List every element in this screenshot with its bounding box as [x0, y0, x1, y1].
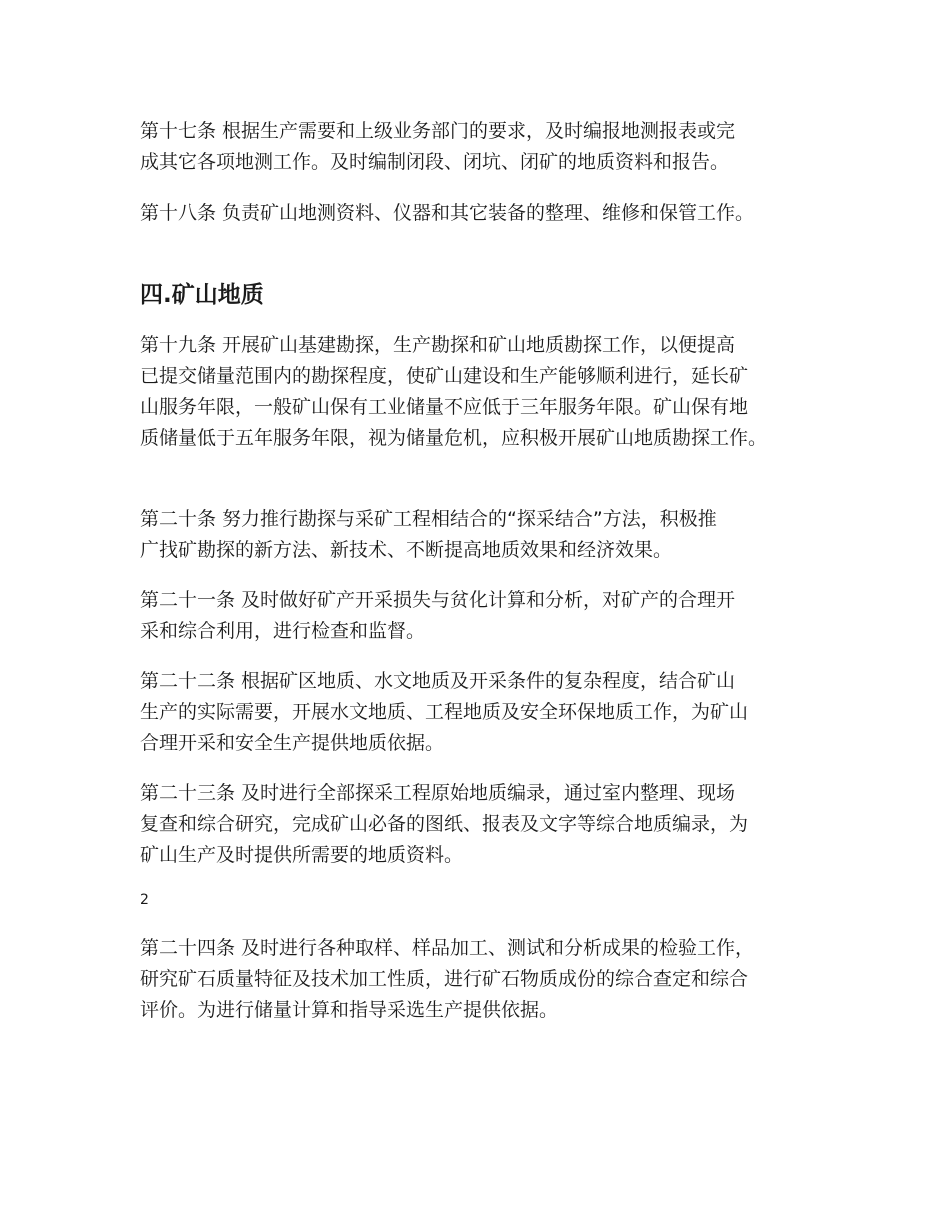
text-line: 采和综合利用，进行检查和监督。	[140, 620, 426, 642]
text-line: 第二十条 努力推行勘探与采矿工程相结合的“探采结合”方法，积极推	[140, 508, 717, 530]
text-line: 第二十二条 根据矿区地质、水文地质及开采条件的复杂程度，结合矿山	[140, 670, 736, 692]
article-20	[140, 504, 830, 566]
text-line: 第二十四条 及时进行各种取样、样品加工、测试和分析成果的检验工作，	[140, 937, 755, 959]
article-22	[140, 666, 830, 759]
article-23	[140, 778, 830, 871]
text-line: 第十九条 开展矿山基建勘探，生产勘探和矿山地质勘探工作，以便提高	[140, 334, 736, 356]
article-19	[140, 330, 830, 454]
text-line: 第十八条 负责矿山地测资料、仪器和其它装备的整理、维修和保管工作。	[140, 202, 755, 224]
section-heading: 四.矿山地质	[140, 282, 264, 308]
text-line: 山服务年限，一般矿山保有工业储量不应低于三年服务年限。矿山保有地	[140, 396, 749, 418]
text-line: 质储量低于五年服务年限，视为储量危机，应积极开展矿山地质勘探工作。	[140, 427, 768, 449]
text-line: 评价。为进行储量计算和指导采选生产提供依据。	[140, 999, 559, 1021]
text-line: 复查和综合研究，完成矿山必备的图纸、报表及文字等综合地质编录，为	[140, 813, 749, 835]
document-page	[140, 116, 830, 1026]
text-line: 已提交储量范围内的勘探程度，使矿山建设和生产能够顺利进行，延长矿	[140, 365, 749, 387]
article-17	[140, 116, 830, 178]
article-24	[140, 933, 830, 1026]
article-21	[140, 585, 830, 647]
article-18	[140, 198, 830, 229]
text-line: 生产的实际需要，开展水文地质、工程地质及安全环保地质工作，为矿山	[140, 701, 749, 723]
text-line: 合理开采和安全生产提供地质依据。	[140, 732, 445, 754]
text-line: 广找矿勘探的新方法、新技术、不断提高地质效果和经济效果。	[140, 539, 673, 561]
text-line: 研究矿石质量特征及技术加工性质，进行矿石物质成份的综合查定和综合	[140, 968, 749, 990]
text-line: 成其它各项地测工作。及时编制闭段、闭坑、闭矿的地质资料和报告。	[140, 151, 730, 173]
text-line: 矿山生产及时提供所需要的地质资料。	[140, 844, 464, 866]
text-line: 第二十一条 及时做好矿产开采损失与贫化计算和分析，对矿产的合理开	[140, 589, 736, 611]
text-line: 第十七条 根据生产需要和上级业务部门的要求，及时编报地测报表或完	[140, 120, 736, 142]
page-number: 2	[140, 892, 149, 908]
text-line: 第二十三条 及时进行全部探采工程原始地质编录，通过室内整理、现场	[140, 782, 736, 804]
